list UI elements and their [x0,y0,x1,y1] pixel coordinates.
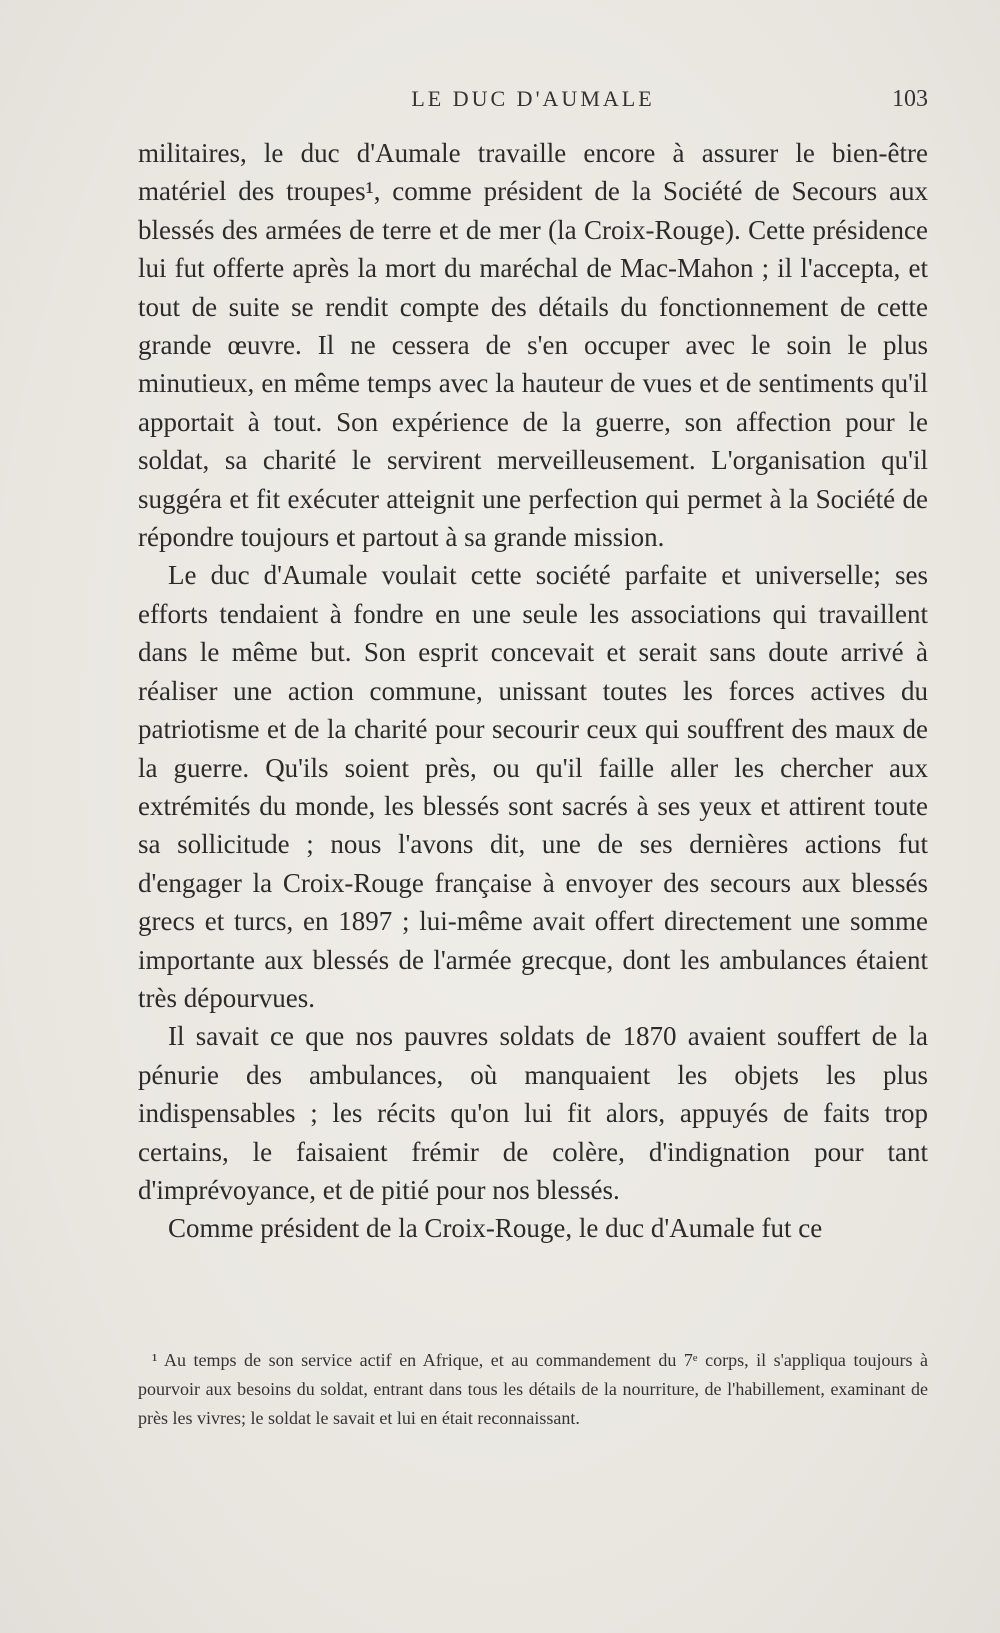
footnotes [138,1346,928,1433]
footnote: ¹ Au temps de son service actif en Afrique, et au commandement du 7ᵉ corps, il s'appliqua toujours à pourvoir aux besoins du soldat, entrant dans tous les détails de la nourriture, de l'habillement, examinant de près les vivres; le soldat le savait et lui en était reconnaissant. [138,1350,928,1428]
paragraph: Comme président de la Croix-Rouge, le duc d'Aumale fut ce [168,1213,823,1244]
running-title: LE DUC D'AUMALE [411,86,655,111]
paragraph: Le duc d'Aumale voulait cette société parfaite et universelle; ses efforts tendaient à fondre en une seule les associations qui travaillent dans le même but. Son esprit concevait et serait sans doute arrivé à réaliser une action commune, unissant toutes les forces actives du patriotisme et de la charité pour secourir ceux qui souffrent des maux de la guerre. Qu'ils soient près, ou qu'il faille aller les chercher aux extrémités du monde, les blessés sont sacrés à ses yeux et attirent toute sa sollicitude ; nous l'avons dit, une de ses dernières actions fut d'engager la Croix-Rouge française à envoyer des secours aux blessés grecs et turcs, en 1897 ; lui-même avait offert directement une somme importante aux blessés de l'armée grecque, dont les ambulances étaient très dépourvues. [138,560,928,1013]
page-number: 103 [892,86,928,112]
paragraph: militaires, le duc d'Aumale travaille encore à assurer le bien-être matériel des troupes¹, comme président de la Société de Secours aux blessés des armées de terre et de mer (la Croix-Rouge). Cette présidence lui fut offerte après la mort du maréchal de Mac-Mahon ; il l'accepta, et tout de suite se rendit compte des détails du fonctionnement de cette grande œuvre. Il ne cessera de s'en occuper avec le soin le plus minutieux, en même temps avec la hauteur de vues et de sentiments qu'il apportait à tout. Son expérience de la guerre, son affection pour le soldat, sa charité le servirent merveilleusement. L'organisation qu'il suggéra et fit exécuter atteignit une perfection qui permet à la Société de répondre toujours et partout à sa grande mission. [138,138,928,553]
paragraph: Il savait ce que nos pauvres soldats de 1870 avaient souffert de la pénurie des ambulances, où manquaient les objets les plus indispensables ; les récits qu'on lui fit alors, appuyés de faits trop certains, le faisaient frémir de colère, d'indignation pour tant d'imprévoyance, et de pitié pour nos blessés. [138,1021,928,1205]
page-header [138,86,928,116]
body-text [138,134,928,1248]
